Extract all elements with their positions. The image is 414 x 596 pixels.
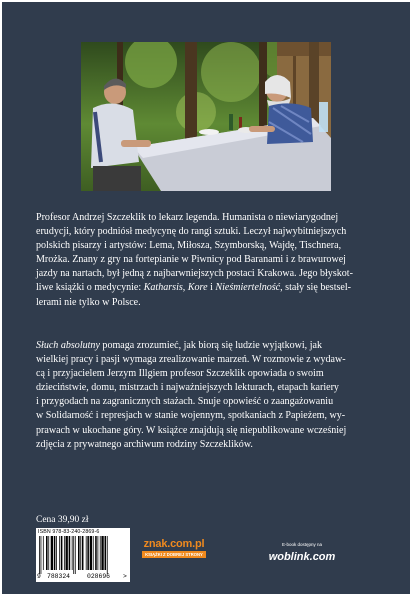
barcode-bar bbox=[69, 536, 71, 570]
cover-photo-illustration bbox=[81, 42, 331, 191]
blurb-line-rest: pomaga zrozumieć, jak biorą się ludzie wyjątkowi, jak bbox=[99, 340, 322, 351]
barcode-bar bbox=[90, 536, 92, 570]
blurb-paragraph-2 bbox=[36, 339, 388, 452]
barcode-bar bbox=[100, 536, 101, 570]
cover-photo bbox=[81, 42, 331, 191]
blurb-line: polskich pisarzy i artystów: Lema, Miłosza, Szymborską, Wajdę, Tischnera, bbox=[36, 240, 342, 252]
blurb-line: wielkiej pracy i pasji wymaga zrealizowanie marzeń. W rozmowie z wydaw- bbox=[36, 354, 346, 366]
blurb-line: i przygodach na zagranicznych stażach. Snuje opowieść o zaangażowaniu bbox=[36, 396, 334, 408]
barcode-bar bbox=[101, 536, 103, 570]
barcode-bars bbox=[39, 536, 127, 574]
book-back-cover bbox=[2, 2, 410, 594]
blurb-separator: , bbox=[182, 282, 188, 294]
publisher-tagline: KSIĄŻKI Z DOBREJ STRONY bbox=[142, 551, 206, 558]
barcode-digits-right: 028696 bbox=[87, 573, 111, 580]
blurb-line: zdjęcia z prywatnego archiwum rodziny Szczeklików. bbox=[36, 438, 253, 450]
blurb-line: w Solidarność i represjach w stanie wojennym, spotkaniach z Papieżem, wy- bbox=[36, 410, 346, 422]
barcode-bar bbox=[105, 536, 107, 570]
barcode-quiet-mark: > bbox=[123, 573, 127, 580]
barcode-bar bbox=[66, 536, 68, 570]
ebook-label: E-book dostępny na bbox=[281, 542, 323, 547]
barcode-bar bbox=[46, 536, 48, 570]
barcode-bar bbox=[59, 536, 60, 570]
blurb-line bbox=[36, 339, 388, 353]
blurb-line-start: liwe książki o medycynie: bbox=[36, 282, 144, 294]
blurb-line: lerami nie tylko w Polsce. bbox=[36, 296, 141, 308]
barcode-bar bbox=[98, 536, 99, 570]
isbn-label: ISBN 978-83-240-2869-6 bbox=[38, 529, 100, 535]
blurb-line-end: , stały się bestsel- bbox=[280, 282, 352, 294]
book-title-niesmiertelnosc: Nieśmiertelność bbox=[215, 282, 281, 294]
barcode-bar bbox=[82, 536, 84, 570]
price-label: Cena 39,90 zł bbox=[36, 515, 89, 525]
barcode-bar bbox=[48, 536, 49, 570]
barcode-digit-prefix: 9 bbox=[37, 573, 41, 580]
blurb-line: Mrożka. Znany z gry na fortepianie w Piwnicy pod Baranami i z brawurowej bbox=[36, 254, 346, 266]
ebook-store-name: woblink.com bbox=[268, 551, 336, 563]
blurb-line: jazdy na nartach, był jedną z najbarwniejszych postaci Krakowa. Jego błyskot- bbox=[36, 268, 353, 280]
publisher-name: znak.com.pl bbox=[143, 538, 205, 550]
blurb-line: prawach w ukochane góry. W książce znajdują się niepublikowane wcześniej bbox=[36, 424, 347, 436]
barcode-digits-left: 788324 bbox=[47, 573, 71, 580]
barcode-bar bbox=[73, 536, 74, 574]
book-title: Słuch absolutny bbox=[36, 340, 100, 351]
barcode-bar bbox=[41, 536, 42, 574]
barcode-bar bbox=[93, 536, 94, 570]
barcode-bar bbox=[107, 536, 108, 574]
barcode-bar bbox=[43, 536, 44, 570]
book-title-kore: Kore bbox=[187, 282, 208, 294]
blurb-paragraph-1 bbox=[36, 211, 388, 310]
barcode-bar bbox=[75, 536, 76, 574]
isbn-barcode bbox=[36, 528, 130, 582]
barcode-bar bbox=[80, 536, 81, 570]
barcode-bar bbox=[56, 536, 57, 570]
barcode-bar bbox=[61, 536, 63, 570]
blurb-conjunction: i bbox=[207, 282, 216, 294]
blurb-line: dzieciństwie, domu, mistrzach i najważniejszych lekturach, etapach kariery bbox=[36, 382, 339, 394]
blurb-line: erudycji, który podniósł medycynę do rangi sztuki. Leczył najwybitniejszych bbox=[36, 226, 347, 238]
barcode-bar bbox=[95, 536, 97, 570]
barcode-bar bbox=[64, 536, 65, 570]
ebook-store-logo bbox=[266, 542, 338, 565]
publisher-logo bbox=[142, 538, 206, 558]
barcode-bar bbox=[54, 536, 56, 570]
blurb-line bbox=[36, 281, 388, 295]
barcode-bar bbox=[86, 536, 87, 570]
blurb-line: cą i przyjacielem Jerzym Illgiem profesor Szczeklik opowiada o swoim bbox=[36, 368, 324, 380]
barcode-bar bbox=[39, 536, 40, 574]
barcode-bar bbox=[72, 536, 73, 570]
barcode-bar bbox=[51, 536, 53, 570]
barcode-bar bbox=[78, 536, 80, 570]
barcode-bar bbox=[87, 536, 89, 570]
book-title-katharsis: Katharsis bbox=[143, 282, 183, 294]
blurb-line: Profesor Andrzej Szczeklik to lekarz legenda. Humanista o niewiarygodnej bbox=[36, 212, 339, 223]
